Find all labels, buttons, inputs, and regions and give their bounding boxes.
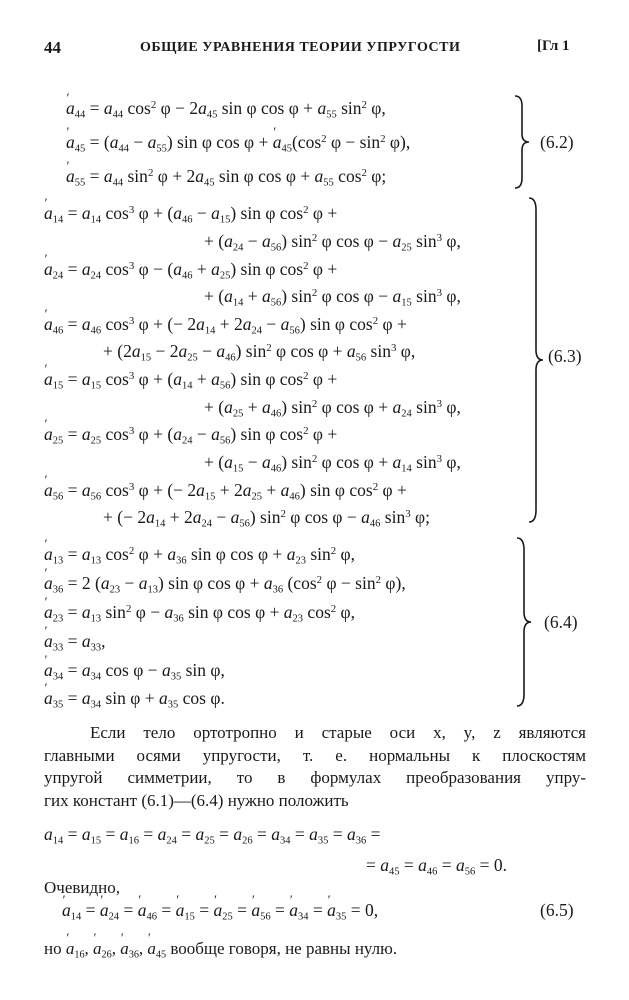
equation-line: $a_{14} = a_{15} = a_{16} = a_{24} = a_{25} = a_{26} = a_{34} = a_{35} = a_{36}$ = (44, 824, 381, 847)
equation-line: a $'_{34} = a_{34}$ $\cos \varphi - a_{35}$ sin φ, (44, 660, 225, 683)
equation-line: a $'_{33} = a_{33}$, (44, 631, 106, 654)
chapter-marker: [Гл 1 (537, 38, 570, 54)
equation-line: a $'_{55} = a_{44}$ $\sin^2 \varphi + 2a_{45}$ sin φ $\cos \varphi + a_{55}$ $\cos^2 \varphi$; (66, 166, 386, 189)
equation-line: a $'_{36} = 2$ $(a_{23} - a_{13})$ sin φ $\cos \varphi + a_{36}$ ($\cos^2$ $\varphi - \sin^2 \varphi$), (44, 573, 406, 596)
equation-line: a $'_{35} = a_{34}$ $\sin \varphi + a_{35}$ cos φ. (44, 688, 225, 711)
equation-line: a $'_{46} = a_{46}$ $\cos^3 \varphi$ + (− $2a_{14} + 2a_{24} - a_{56}$) sin φ $\cos^2 \varphi$ + (44, 314, 407, 337)
equation-line: = $a_{45} = a_{46} = a_{56} = 0$. (366, 855, 507, 878)
right-brace (512, 94, 532, 190)
equation-line: a $'_{14} = a$ $'_{24} = a$ $'_{46} = a$ $'_{15} = a$ $'_{25} = a$ $'_{56} = a$ $'_{34} = a$ $'_{35} = 0$, (62, 900, 378, 923)
right-brace (526, 196, 546, 524)
equation-line: a $'_{45} = (a_{44} - a_{55})$ sin φ cos φ + a $'_{45}(\cos^2$ $\varphi - \sin^2 \varphi$), (66, 132, 410, 155)
final-line-text: вообще говоря, не равны нулю. (170, 939, 398, 958)
running-title: ОБЩИЕ УРАВНЕНИЯ ТЕОРИИ УПРУГОСТИ (140, 40, 461, 55)
equation-line: + $(a_{25} + a_{46})$ $\sin^2 \varphi$ $\cos \varphi + a_{24}$ $\sin^3 \varphi$, (204, 397, 461, 420)
equation-line: + $(a_{24} - a_{56})$ $\sin^2 \varphi$ $\cos \varphi - a_{25}$ $\sin^3 \varphi$, (204, 231, 461, 254)
equation-line: + (− $2a_{14} + 2a_{24} - a_{56}$) $\sin^2 \varphi$ $\cos \varphi - a_{46}$ $\sin^3 \varphi$; (103, 507, 430, 530)
paragraph-line: Если тело ортотропно и старые оси x, y, z являются (90, 723, 586, 742)
paragraph-line: гих констант (6.1)—(6.4) нужно положить (44, 790, 349, 810)
equation-line: a $'_{25} = a_{25}$ $\cos^3 \varphi + (a_{24} - a_{56})$ sin φ $\cos^2 \varphi$ + (44, 424, 337, 447)
final-line: но a $'_{16}$, a $'_{26}$, a $'_{36}$, a $'_{45}$ вообще говоря, не равны нулю. (44, 939, 397, 961)
equation-number: (6.4) (544, 612, 578, 632)
equation-line: a $'_{14} = a_{14}$ $\cos^3 \varphi + (a_{46} - a_{15})$ sin φ $\cos^2 \varphi$ + (44, 203, 337, 226)
body-paragraph (44, 722, 586, 812)
equation-line: a $'_{24} = a_{24}$ $\cos^3 \varphi - (a_{46} + a_{25})$ sin φ $\cos^2 \varphi$ + (44, 259, 337, 282)
equation-line: a $'_{23} = a_{13}$ $\sin^2 \varphi - a_{36}$ sin φ $\cos \varphi + a_{23}$ $\cos^2 \varphi$, (44, 602, 355, 625)
equation-line: + $(2a_{15} - 2a_{25} - a_{46})$ $\sin^2 \varphi$ $\cos \varphi + a_{56}$ $\sin^3 \varphi$, (103, 341, 416, 364)
equation-number: (6.3) (548, 346, 582, 366)
equation-line: a $'_{13} = a_{13}$ $\cos^2 \varphi + a_{36}$ sin φ $\cos \varphi + a_{23}$ $\sin^2 \varphi$, (44, 544, 355, 567)
equation-line: a $'_{15} = a_{15}$ $\cos^3 \varphi + (a_{14} + a_{56})$ sin φ $\cos^2 \varphi$ + (44, 369, 337, 392)
equation-line: + $(a_{15} - a_{46})$ $\sin^2 \varphi$ $\cos \varphi + a_{14}$ $\sin^3 \varphi$, (204, 452, 461, 475)
equation-line: a $'_{44} = a_{44}$ $\cos^2 \varphi - 2a_{45}$ sin φ $\cos \varphi + a_{55}$ $\sin^2 \varphi$, (66, 98, 386, 121)
equation-number: (6.5) (540, 900, 574, 920)
paragraph-line: упругой симметрии, то в формулах преобразования упру- (44, 768, 586, 787)
page-header (0, 38, 629, 62)
page-number: 44 (44, 38, 61, 57)
right-brace (514, 536, 534, 710)
equation-line: + $(a_{14} + a_{56})$ $\sin^2 \varphi$ $\cos \varphi - a_{15}$ $\sin^3 \varphi$, (204, 286, 461, 309)
evidently-text: Очевидно, (44, 878, 120, 897)
equation-line: a $'_{56} = a_{56}$ $\cos^3 \varphi$ + (− $2a_{15} + 2a_{25} + a_{46}$) sin φ $\cos^2 \varphi$ + (44, 480, 407, 503)
equation-number: (6.2) (540, 132, 574, 152)
paragraph-line: главными осями упругости, т. е. нормальны к плоскостям (44, 745, 586, 765)
